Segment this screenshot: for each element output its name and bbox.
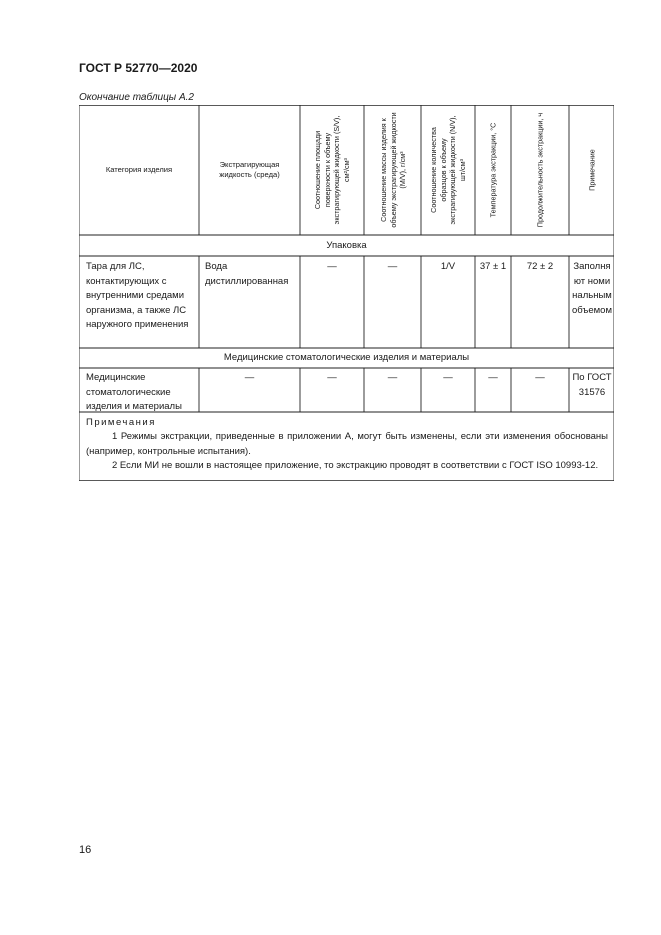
column-header-note: Примечание xyxy=(586,149,596,191)
column-header-temperature: Температура экстракции, °С xyxy=(488,122,498,218)
column-header-duration: Продолжительность экстракции, ч xyxy=(535,112,545,228)
table-row-s-v: — xyxy=(327,372,337,383)
table-row-temperature: — xyxy=(488,372,498,383)
table-row-temperature: 37 ± 1 xyxy=(479,261,507,272)
table-row-n-v: 1/V xyxy=(440,261,456,272)
column-header-m-v: Соотношение массы изделия к объему экстрагирующей жидкости (M/V), г/см³ xyxy=(378,112,407,228)
table-row-liquid: Вода дистиллированная xyxy=(205,261,289,287)
extraction-table xyxy=(79,105,614,481)
table-row-liquid: — xyxy=(244,372,255,383)
section-title-packaging: Упаковка xyxy=(326,240,367,251)
table-row-note: Заполняют номинальным объемом xyxy=(572,261,612,316)
table-row-duration: 72 ± 2 xyxy=(526,261,554,272)
note-item: 2 Если МИ не вошли в настоящее приложение, то экстракцию проводят в соответствии с ГОСТ ISO 10993-12. xyxy=(112,460,599,471)
section-title-dental: Медицинские стоматологические изделия и материалы xyxy=(223,352,470,363)
table-row-note: По ГОСТ 31576 xyxy=(572,372,612,398)
table-row-category: Медицинские стоматологические изделия и материалы xyxy=(86,372,182,412)
column-header-liquid: Экстрагирующая жидкость (среда) xyxy=(219,160,280,179)
table-row-m-v: — xyxy=(387,372,398,383)
table-row-m-v: — xyxy=(387,261,398,272)
column-header-s-v: Соотношение площади поверхности к объему экстрагирующей жидкости (S/V), см²/см³ xyxy=(313,115,351,225)
document-header: ГОСТ Р 52770—2020 xyxy=(79,61,198,75)
page-number: 16 xyxy=(79,844,92,856)
column-header-n-v: Соотношение количества образцов к объему экстрагирующей жидкости (N/V), шт/см³ xyxy=(429,115,467,225)
table-row-n-v: — xyxy=(443,372,453,383)
note-item: 1 Режимы экстракции, приведенные в приложении А, могут быть изменены, если эти изменения обоснованы (например, контрольные испытания). xyxy=(86,431,608,457)
notes-title: Примечания xyxy=(86,417,156,428)
table-row-s-v: — xyxy=(327,261,337,272)
column-header-category: Категория изделия xyxy=(105,165,173,174)
table-row-category: Тара для ЛС, контактирующих с внутренними средами организма, а также ЛС наружного применения xyxy=(86,261,189,330)
table-row-duration: — xyxy=(535,372,545,383)
table-caption: Окончание таблицы А.2 xyxy=(79,92,194,103)
